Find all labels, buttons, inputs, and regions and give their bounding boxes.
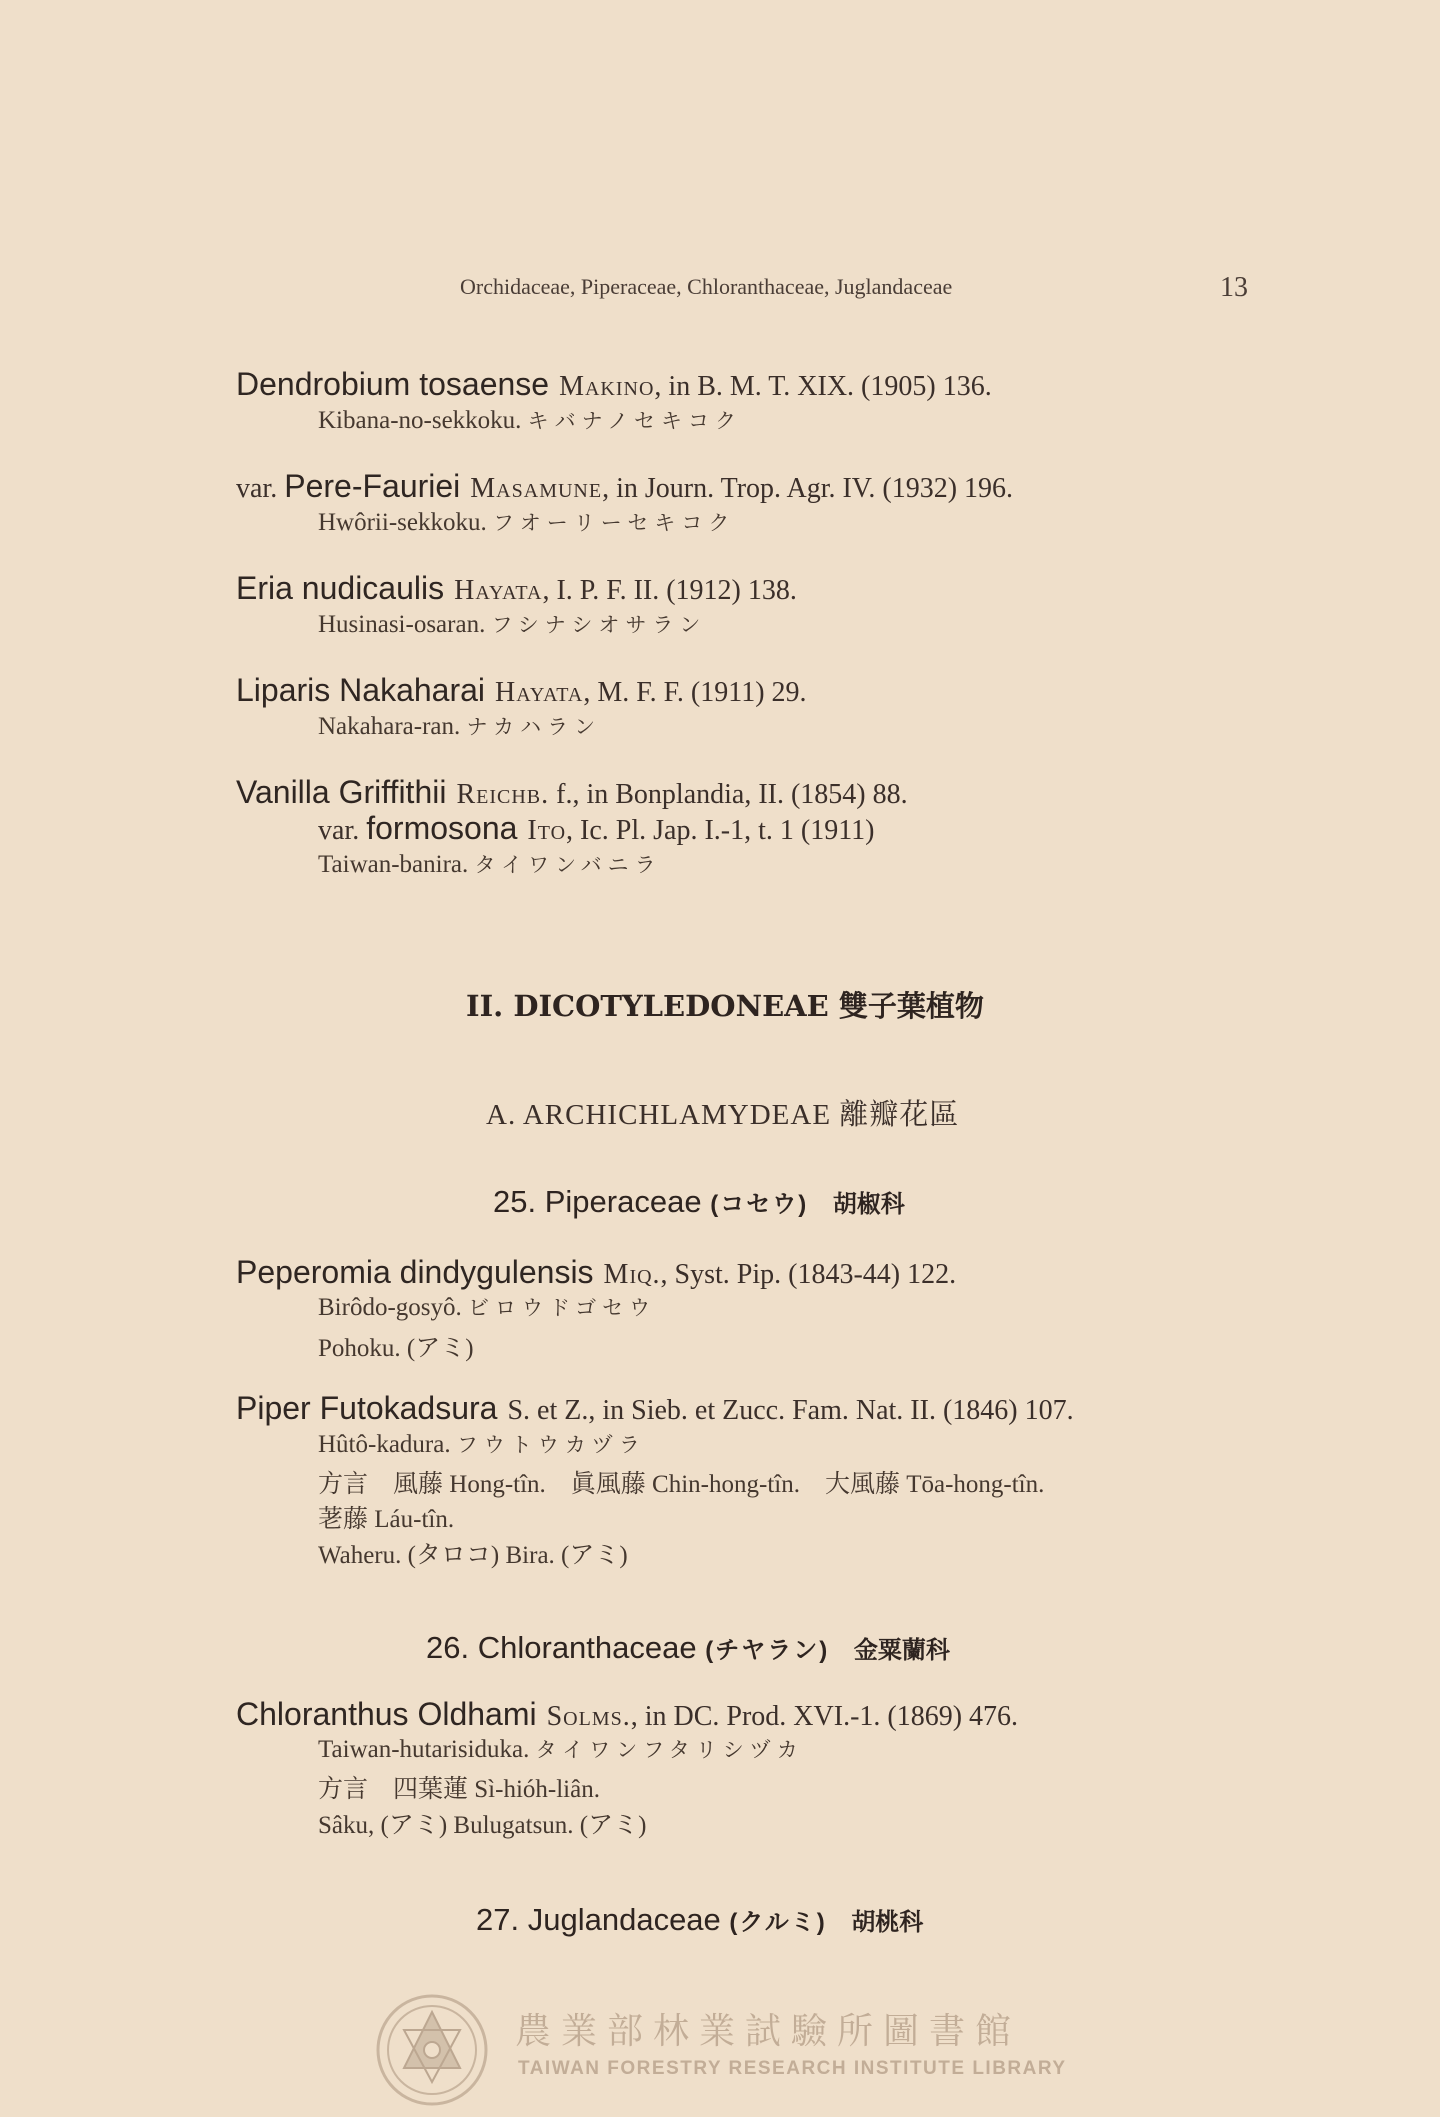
family-title-piperaceae	[493, 1184, 905, 1220]
family-title-juglandaceae	[476, 1902, 923, 1938]
kana-name: ビロウドゴセウ	[468, 1296, 657, 1320]
author: Masamune	[470, 473, 603, 504]
citation: , Ic. Pl. Jap. I.-1, t. 1 (1911)	[566, 815, 875, 846]
citation: , Syst. Pip. (1843-44) 122.	[660, 1259, 957, 1290]
author: Makino	[559, 371, 655, 402]
family-number: 26.	[426, 1630, 470, 1665]
common-name: Birôdo-gosyô.	[318, 1294, 462, 1321]
common-name: Husinasi-osaran.	[318, 611, 486, 638]
family-name: Chloranthaceae	[477, 1630, 697, 1665]
kana-name: キバナノセキコク	[527, 409, 742, 433]
dialect-name: 四葉蓮 Sì-hióh-liân.	[393, 1776, 600, 1803]
kana-name: ナカハラン	[466, 715, 602, 739]
kana-name: フオーリーセキコク	[492, 511, 736, 535]
author: Hayata	[454, 575, 543, 606]
citation: , M. F. F. (1911) 29.	[583, 677, 807, 708]
family-chinese: 胡桃科	[851, 1909, 924, 1936]
entry-chloranthus-dialect	[318, 1769, 600, 1805]
family-number: 27.	[476, 1902, 520, 1937]
scientific-name: Chloranthus Oldhami	[236, 1696, 537, 1732]
citation: , I. P. F. II. (1912) 138.	[542, 575, 797, 606]
kana-name: タイワンフタリシヅカ	[535, 1738, 804, 1762]
entry-peperomia-local: Pohoku. (アミ)	[318, 1335, 474, 1362]
scientific-name: Peperomia dindygulensis	[236, 1254, 594, 1290]
scientific-name: Vanilla Griffithii	[236, 774, 447, 810]
dialect-label: 方言	[318, 1471, 369, 1498]
running-title: Orchidaceae, Piperaceae, Chloranthaceae, Juglandaceae	[460, 274, 953, 299]
kana-name: フシナシオサラン	[491, 613, 707, 637]
family-chinese: 胡椒科	[832, 1191, 905, 1218]
library-name-english: TAIWAN FORESTRY RESEARCH INSTITUTE LIBRARY	[518, 2058, 1067, 2079]
entry-peperomia-common	[318, 1292, 656, 1322]
entry-vanilla	[236, 774, 908, 811]
scientific-name: Piper Futokadsura	[236, 1390, 498, 1426]
entry-piper-common	[318, 1429, 646, 1459]
entry-pere-fauriei-common	[318, 507, 735, 537]
family-title-chloranthaceae	[426, 1630, 950, 1666]
entry-piper-dialect-2: 荖藤 Láu-tîn.	[318, 1506, 455, 1533]
entry-chloranthus-local: Sâku, (アミ) Bulugatsun. (アミ)	[318, 1812, 647, 1839]
dialect-name: 眞風藤 Chin-hong-tîn.	[570, 1471, 800, 1498]
entry-vanilla-var	[318, 810, 875, 847]
subsection-title: A. ARCHICHLAMYDEAE 離瓣花區	[486, 1099, 960, 1131]
dialect-label: 方言	[318, 1776, 369, 1803]
author: S. et Z.	[507, 1395, 589, 1426]
kana-name: タイワンバニラ	[474, 853, 662, 877]
family-number: 25.	[493, 1184, 537, 1219]
citation: f., in Bonplandia, II. (1854) 88.	[549, 779, 908, 810]
entry-dendrobium-common	[318, 405, 742, 435]
kana-name: フウトウカヅラ	[456, 1433, 646, 1457]
variety-name: formosona	[366, 810, 518, 846]
library-name-chinese: 農業部林業試驗所圖書館	[515, 2011, 1022, 2052]
var-prefix: var.	[236, 473, 278, 504]
entry-vanilla-common	[318, 849, 662, 879]
scientific-name: Liparis Nakaharai	[236, 672, 486, 708]
author: Solms.	[546, 1701, 631, 1732]
library-seal-icon	[372, 1990, 492, 2110]
dialect-name: 風藤 Hong-tîn.	[393, 1471, 546, 1498]
citation: , in Sieb. et Zucc. Fam. Nat. II. (1846) 107.	[588, 1395, 1074, 1426]
family-japanese: (コセウ)	[710, 1191, 809, 1218]
var-prefix: var.	[318, 815, 360, 846]
common-name: Nakahara-ran.	[318, 713, 461, 740]
common-name: Taiwan-banira.	[318, 851, 469, 878]
dialect-name: 大風藤 Tōa-hong-tîn.	[824, 1471, 1045, 1498]
author: Reichb.	[456, 779, 550, 810]
family-chinese: 金粟蘭科	[853, 1637, 950, 1664]
entry-piper	[236, 1390, 1074, 1427]
common-name: Hwôrii-sekkoku.	[318, 509, 487, 536]
common-name: Kibana-no-sekkoku.	[318, 407, 522, 434]
family-japanese: (チヤラン)	[705, 1637, 830, 1664]
entry-chloranthus	[236, 1696, 1018, 1733]
common-name: Taiwan-hutarisiduka.	[318, 1736, 530, 1763]
scientific-name: Dendrobium tosaense	[236, 366, 550, 402]
author: Miq.	[603, 1259, 661, 1290]
family-name: Piperaceae	[544, 1184, 702, 1219]
entry-chloranthus-common	[318, 1734, 804, 1764]
citation: , in B. M. T. XIX. (1905) 136.	[654, 371, 992, 402]
citation: , in DC. Prod. XVI.-1. (1869) 476.	[630, 1701, 1019, 1732]
citation: , in Journ. Trop. Agr. IV. (1932) 196.	[602, 473, 1014, 504]
entry-piper-dialects	[318, 1464, 1044, 1500]
section-title: II. DICOTYLEDONEAE 雙子葉植物	[466, 989, 984, 1023]
entry-liparis-common	[318, 711, 601, 741]
family-name: Juglandaceae	[527, 1902, 721, 1937]
author: Hayata	[495, 677, 584, 708]
scientific-name: Pere-Fauriei	[284, 468, 461, 504]
author: Ito	[527, 815, 567, 846]
common-name: Hûtô-kadura.	[318, 1431, 451, 1458]
entry-liparis	[236, 672, 807, 709]
entry-piper-local: Waheru. (タロコ) Bira. (アミ)	[318, 1542, 628, 1569]
entry-eria-common	[318, 609, 706, 639]
entry-peperomia	[236, 1254, 956, 1291]
entry-eria	[236, 570, 797, 607]
family-japanese: (クルミ)	[729, 1909, 827, 1936]
entry-dendrobium	[236, 366, 992, 403]
page-number: 13	[1220, 272, 1248, 303]
scientific-name: Eria nudicaulis	[236, 570, 445, 606]
entry-pere-fauriei	[236, 468, 1013, 505]
